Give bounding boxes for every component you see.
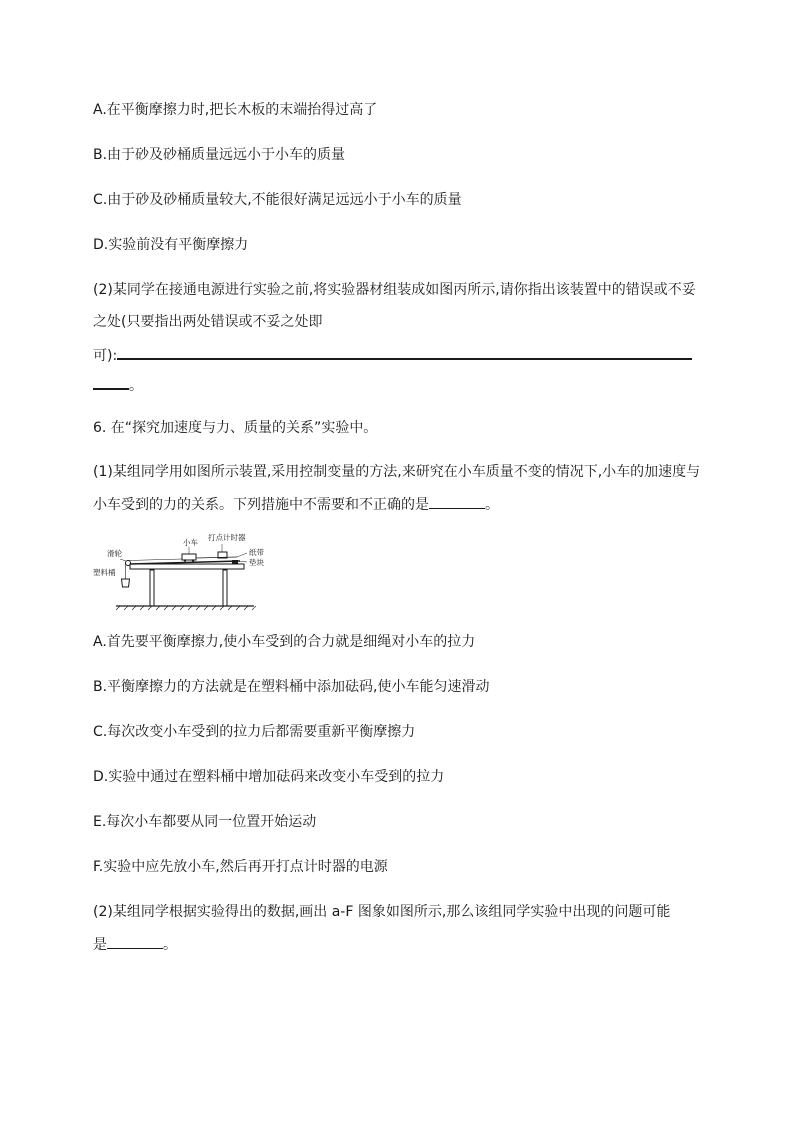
q5-part2-line3 bbox=[93, 344, 692, 366]
q6-part1-line2 bbox=[93, 494, 499, 515]
q6-part1-answer-blank[interactable] bbox=[429, 494, 485, 509]
q5-part2-prefix: 可): bbox=[93, 348, 118, 364]
pulley-icon bbox=[126, 561, 131, 566]
block-shape bbox=[232, 560, 238, 564]
label-pulley: 滑轮 bbox=[107, 549, 122, 558]
label-tape: 纸带 bbox=[249, 548, 264, 557]
q5-answer-blank[interactable] bbox=[117, 344, 692, 360]
q6-part1-line1: (1)某组同学用如图所示装置,采用控制变量的方法,来研究在小车质量不变的情况下,小车的加速度与 bbox=[93, 464, 701, 480]
bucket-icon bbox=[122, 579, 130, 587]
q6-option-c: C.每次改变小车受到的拉力后都需要重新平衡摩擦力 bbox=[93, 724, 416, 740]
q6-option-d: D.实验中通过在塑料桶中增加砝码来改变小车受到的拉力 bbox=[93, 769, 445, 785]
q5-option-c: C.由于砂及砂桶质量较大,不能很好满足远远小于小车的质量 bbox=[93, 192, 462, 208]
q5-option-a: A.在平衡摩擦力时,把长木板的末端抬得过高了 bbox=[93, 102, 378, 118]
q6-part2-text: 是 bbox=[93, 937, 107, 953]
label-timer: 打点计时器 bbox=[208, 533, 246, 542]
q6-option-a: A.首先要平衡摩擦力,使小车受到的合力就是细绳对小车的拉力 bbox=[93, 634, 476, 650]
label-bucket: 塑料桶 bbox=[93, 568, 116, 577]
q5-part2-line2: 之处(只要指出两处错误或不妥之处即 bbox=[93, 314, 323, 330]
label-block: 垫块 bbox=[249, 558, 264, 567]
q6-part2-end-mark: 。 bbox=[163, 937, 177, 953]
q6-option-b: B.平衡摩擦力的方法就是在塑料桶中添加砝码,使小车能匀速滑动 bbox=[93, 679, 490, 695]
paper-tape bbox=[196, 557, 237, 558]
q6-part2-line1: (2)某组同学根据实验得出的数据,画出 a-F 图象如图所示,那么该组同学实验中出现的问题可能 bbox=[93, 904, 671, 920]
q6-title: 6. 在“探究加速度与力、质量的关系”实验中。 bbox=[93, 420, 378, 436]
q5-part2-line4 bbox=[93, 374, 143, 396]
q6-option-e: E.每次小车都要从同一位置开始运动 bbox=[93, 814, 317, 830]
table-leg-left bbox=[150, 570, 154, 606]
apparatus-diagram bbox=[92, 530, 282, 612]
q6-part2-answer-blank[interactable] bbox=[107, 934, 163, 949]
q5-option-d: D.实验前没有平衡摩擦力 bbox=[93, 237, 249, 253]
table-leg-right bbox=[223, 570, 227, 606]
q5-part2-end-mark: 。 bbox=[129, 378, 143, 394]
q6-option-f: F.实验中应先放小车,然后再开打点计时器的电源 bbox=[93, 859, 388, 875]
q5-answer-blank-continued[interactable] bbox=[93, 374, 129, 390]
label-car: 小车 bbox=[183, 538, 198, 547]
q6-part1-end-mark: 。 bbox=[485, 497, 499, 513]
q5-option-b: B.由于砂及砂桶质量远远小于小车的质量 bbox=[93, 147, 346, 163]
q5-part2-line1: (2)某同学在接通电源进行实验之前,将实验器材组装成如图丙所示,请你指出该装置中的错误或不妥 bbox=[93, 282, 696, 298]
car-icon bbox=[182, 554, 196, 560]
table-top bbox=[130, 564, 244, 569]
q6-part1-text: 小车受到的力的关系。下列措施中不需要和不正确的是 bbox=[93, 497, 429, 513]
string bbox=[128, 559, 182, 561]
q6-part2-line2 bbox=[93, 934, 177, 955]
